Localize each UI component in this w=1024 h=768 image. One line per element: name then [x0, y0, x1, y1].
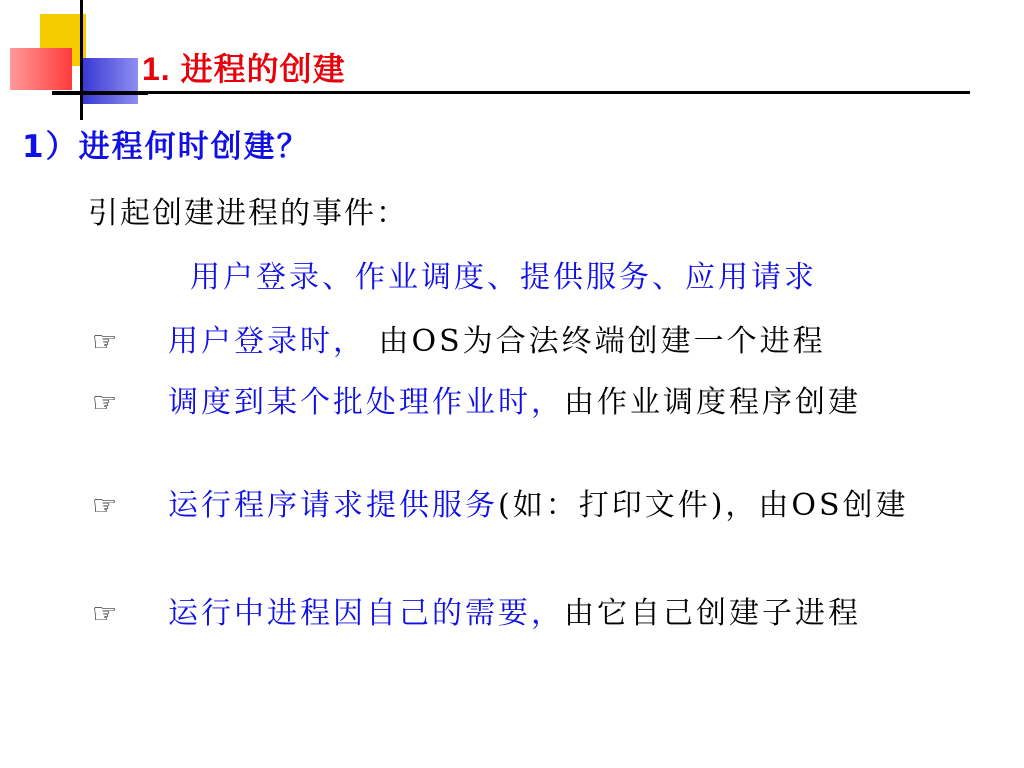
logo-blue-square: [80, 58, 138, 104]
list-item-blue-text: 用户登录时，: [168, 324, 366, 359]
slide-title: 1. 进程的创建: [142, 51, 346, 87]
title-underline: [52, 91, 970, 94]
list-item: [168, 320, 968, 363]
list-item-black-text: (如：打印文件)，由OS创建: [498, 488, 909, 523]
subheading: 1）进程何时创建？: [22, 129, 310, 165]
list-item-blue-text: 运行程序请求提供服务: [168, 488, 498, 523]
logo-red-square: [10, 48, 72, 90]
pointing-hand-icon: ☞: [92, 489, 118, 522]
list-item-blue-text: 调度到某个批处理作业时，: [168, 385, 564, 420]
list-item: [168, 484, 968, 527]
list-item-black-text: 由作业调度程序创建: [564, 385, 861, 420]
pointing-hand-icon: ☞: [92, 325, 118, 358]
events-list: 用户登录、作业调度、提供服务、应用请求: [190, 260, 817, 295]
list-item: [168, 592, 968, 635]
pointing-hand-icon: ☞: [92, 597, 118, 630]
pointing-hand-icon: ☞: [92, 386, 118, 419]
list-item: [168, 381, 968, 424]
intro-text: 引起创建进程的事件：: [88, 196, 408, 231]
list-item-blue-text: 运行中进程因自己的需要，: [168, 596, 564, 631]
corner-logo: [0, 0, 150, 120]
list-item-black-text: 由它自己创建子进程: [564, 596, 861, 631]
list-item-black-text: 由OS为合法终端创建一个进程: [366, 324, 826, 359]
logo-vertical-line: [80, 0, 83, 120]
